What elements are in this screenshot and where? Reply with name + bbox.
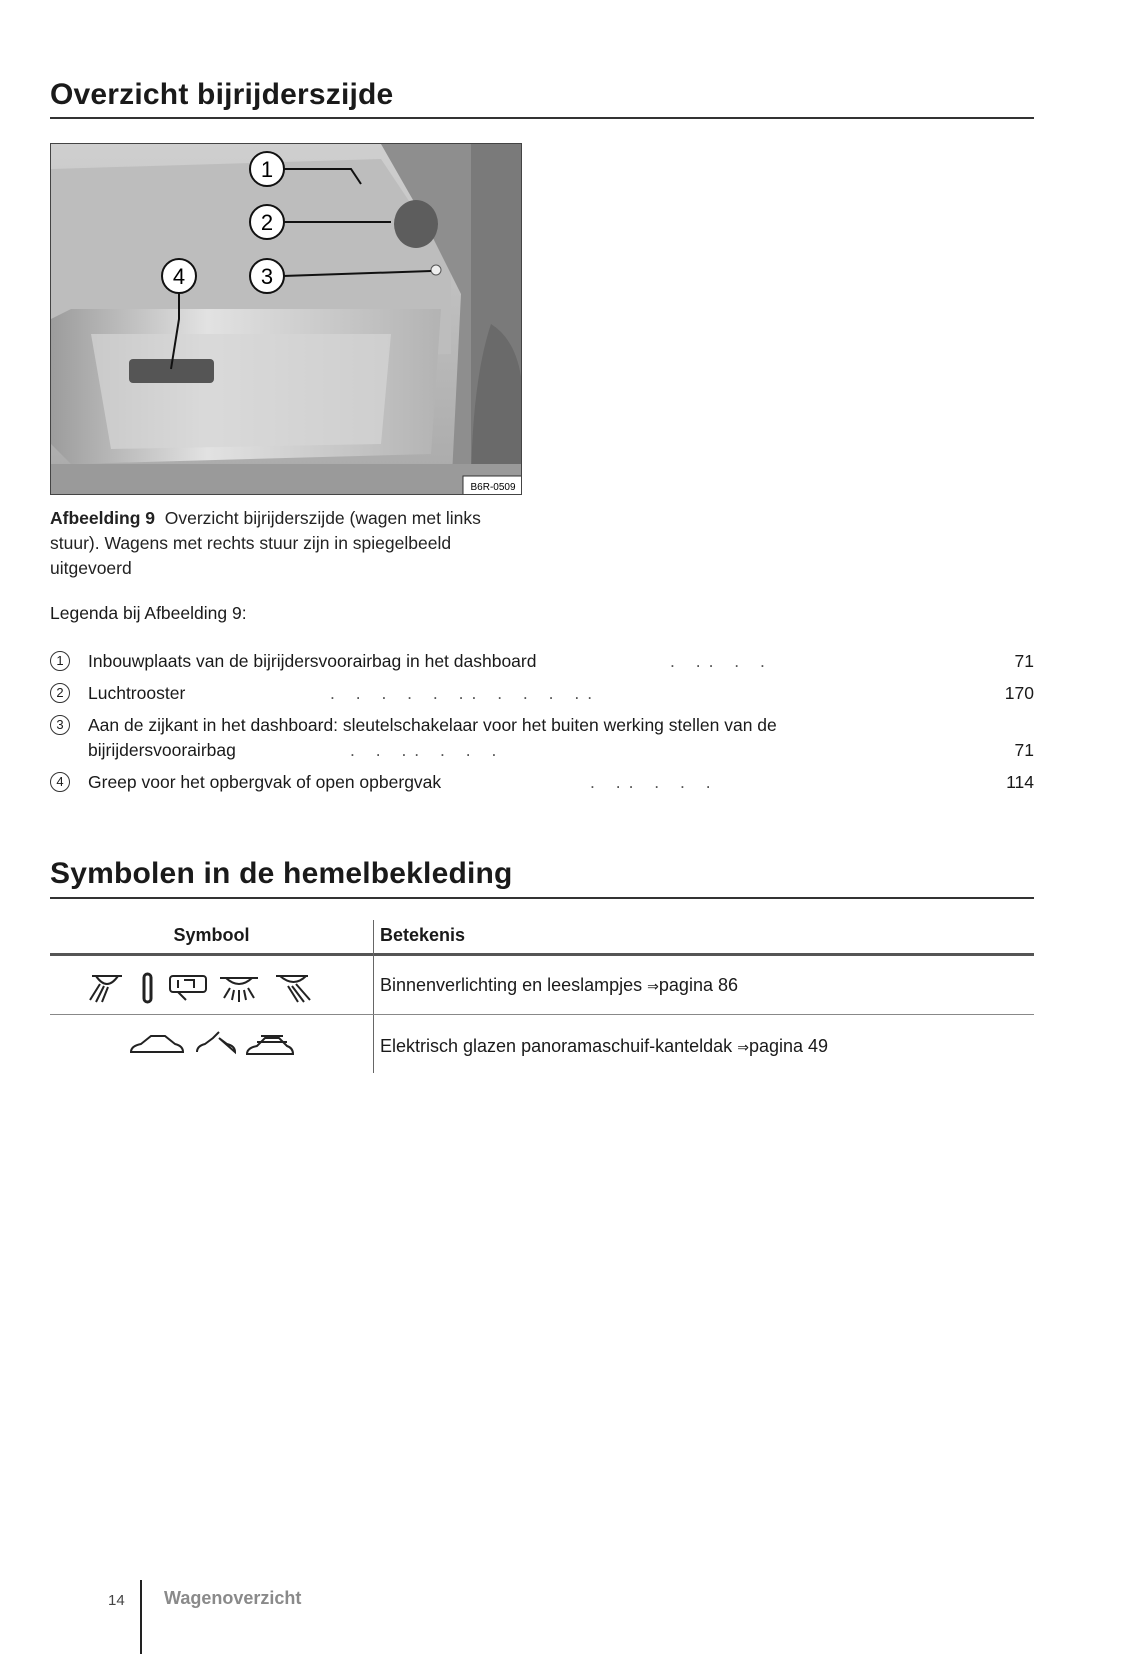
legend-number: 2 <box>50 683 70 703</box>
legend-item-1 <box>50 649 1034 675</box>
interior-light-icon <box>90 976 122 1002</box>
legend-item-2 <box>50 681 1034 707</box>
callout-4: 4 <box>172 264 186 289</box>
page-number: 14 <box>108 1592 125 1609</box>
figure-caption <box>50 506 530 581</box>
legend-text-continued: bijrijdersvoorairbag <box>88 740 236 760</box>
legend-page[interactable]: 170 <box>1004 683 1034 703</box>
reading-light-icon <box>144 974 151 1002</box>
column-divider <box>373 920 374 1073</box>
callout-1: 1 <box>260 157 274 182</box>
leader-dots: . .. . . . <box>590 772 719 792</box>
callout-3: 3 <box>260 264 274 289</box>
section-title-symbols: Symbolen in de hemelbekleding <box>50 857 513 890</box>
page-reference-link[interactable]: pagina 49 <box>748 1036 829 1056</box>
car-roof-closed-icon <box>131 1036 183 1052</box>
leader-dots: . . . . . .. . . . .. <box>330 683 601 703</box>
dome-light-icon <box>220 978 258 1002</box>
legend-number: 1 <box>50 651 70 671</box>
legend-title: Legenda bij Afbeelding 9: <box>50 603 247 623</box>
callout-2: 2 <box>260 210 274 235</box>
symbols-panorama-roof <box>50 1030 373 1068</box>
caption-text: Overzicht bijrijderszijde (wagen met links stuur). Wagens met rechts stuur zijn in spiegelbeeld uitgevoerd <box>50 508 481 578</box>
section-title-overview: Overzicht bijrijderszijde <box>50 78 394 111</box>
legend-item-3 <box>50 713 1034 765</box>
car-roof-slide-icon <box>247 1036 293 1054</box>
legend-text: Aan de zijkant in het dashboard: sleutelschakelaar voor het buiten werking stellen van de <box>88 715 777 735</box>
footer-divider <box>140 1580 142 1654</box>
row-divider <box>50 1014 1034 1015</box>
chapter-title: Wagenoverzicht <box>164 1588 302 1608</box>
column-header-symbol: Symbool <box>173 925 250 945</box>
car-roof-tilt-icon <box>197 1032 235 1052</box>
figure-dashboard-passenger-side <box>50 143 522 495</box>
door-contact-icon <box>170 976 206 1000</box>
legend-item-4 <box>50 770 1034 796</box>
reading-light-right-icon <box>276 976 310 1002</box>
legend-page[interactable]: 71 <box>1014 740 1034 760</box>
meaning-text: Binnenverlichting en leeslampjes <box>380 975 643 995</box>
meaning-text: Elektrisch glazen panoramaschuif-kanteldak <box>380 1036 733 1056</box>
caption-label: Afbeelding 9 <box>50 508 156 528</box>
arrow-icon: ⇒ <box>737 1039 749 1055</box>
legend-page[interactable]: 114 <box>1006 772 1034 792</box>
legend-text: Luchtrooster <box>88 683 186 703</box>
dashboard-illustration <box>51 144 522 495</box>
legend-page[interactable]: 71 <box>1014 651 1034 671</box>
title-rule <box>50 117 1034 119</box>
symbols-interior-lights <box>50 970 373 1012</box>
title-rule <box>50 897 1034 899</box>
page-reference-link[interactable]: pagina 86 <box>658 975 738 995</box>
meaning-row-2 <box>380 1036 828 1057</box>
legend-text: Greep voor het opbergvak of open opbergvak <box>88 772 442 792</box>
column-header-meaning: Betekenis <box>380 925 466 945</box>
figure-code: B6R-0509 <box>470 482 516 493</box>
meaning-row-1 <box>380 975 738 996</box>
leader-dots: . . .. . . . <box>350 740 505 760</box>
legend-text: Inbouwplaats van de bijrijdersvoorairbag in het dashboard <box>88 651 537 671</box>
leader-dots: . .. . . <box>670 651 773 671</box>
legend-number: 3 <box>50 715 70 735</box>
arrow-icon: ⇒ <box>647 978 659 994</box>
header-rule <box>50 953 1034 956</box>
legend-number: 4 <box>50 772 70 792</box>
